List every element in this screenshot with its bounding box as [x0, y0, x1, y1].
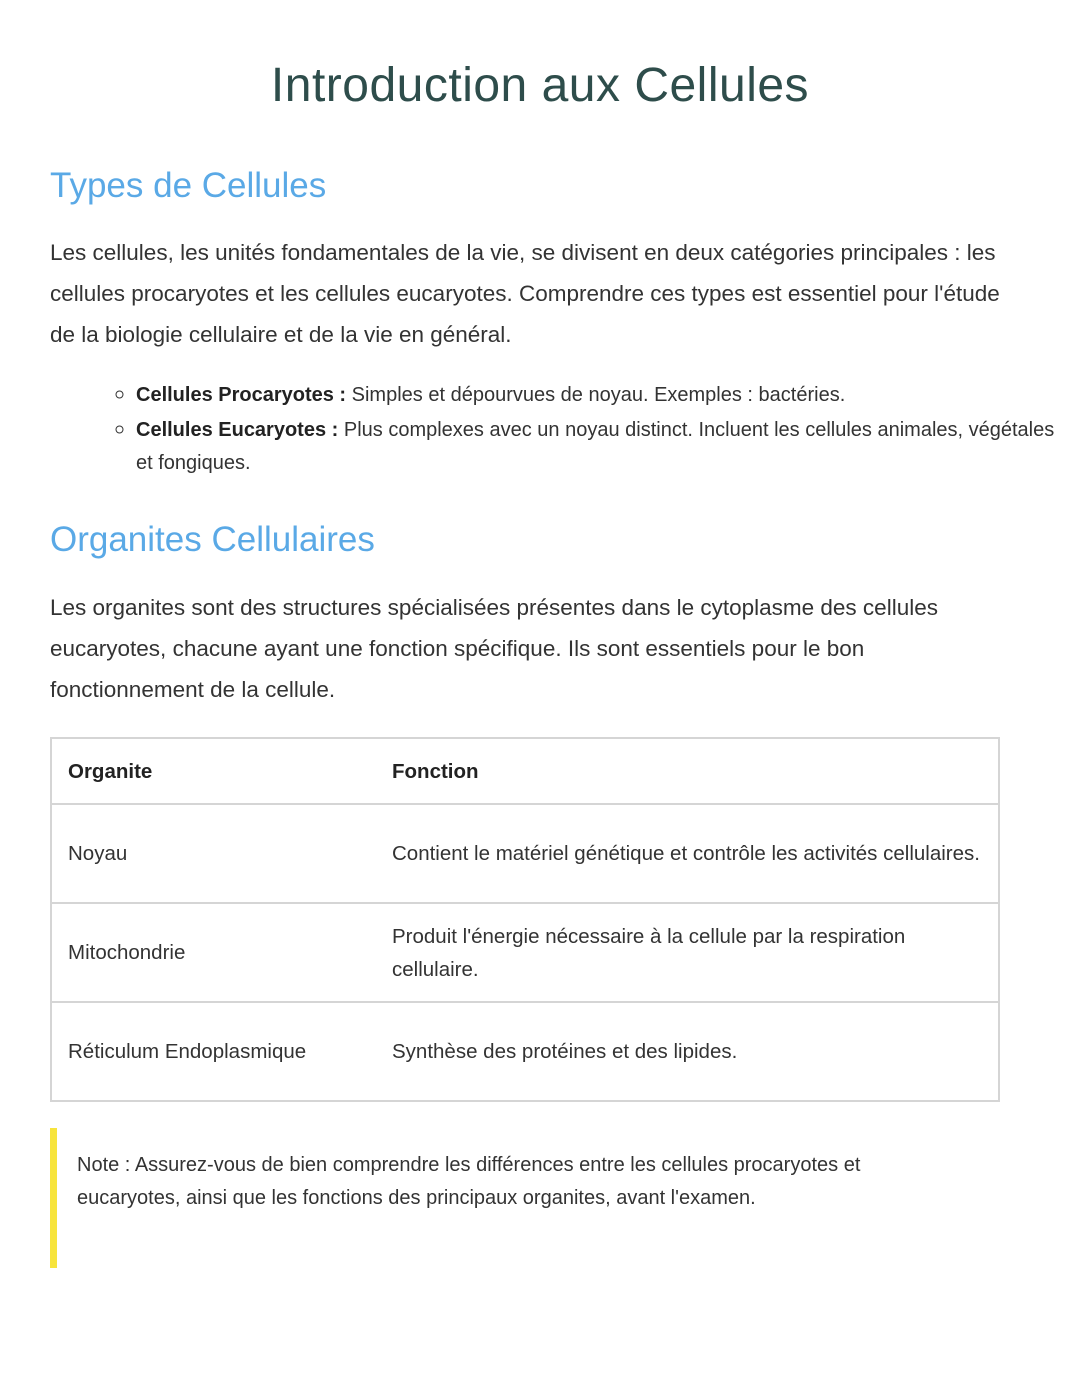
types-paragraph: Les cellules, les unités fondamentales de la vie, se divisent en deux catégories principales : les cellules procaryotes et les cellules eucaryotes. Comprendre ces types est essentiel pour l'étude de la biologie cellulaire et de la vie en général.	[50, 240, 1000, 347]
table-row	[51, 903, 999, 1002]
section-heading-types: Types de Cellules	[50, 166, 327, 205]
table-row	[51, 1002, 999, 1101]
cell-fonction: Synthèse des protéines et des lipides.	[376, 1002, 999, 1101]
table-row	[51, 804, 999, 903]
note-callout: Note : Assurez-vous de bien comprendre les différences entre les cellules procaryotes et eucaryotes, ainsi que les fonctions des principaux organites, avant l'examen.	[50, 1128, 950, 1268]
list-item-text: Plus complexes avec un noyau distinct. Incluent les cellules animales, végétales et fongiques.	[136, 419, 1055, 474]
list-item-text: Simples et dépourvues de noyau. Exemples : bactéries.	[346, 384, 846, 406]
organites-table	[50, 737, 1000, 1102]
list-item-term: Cellules Eucaryotes :	[136, 419, 339, 441]
organites-paragraph: Les organites sont des structures spécialisées présentes dans le cytoplasme des cellules eucaryotes, chacune ayant une fonction spécifique. Ils sont essentiels pour le bon fonctionnement de la cellule.	[50, 595, 938, 702]
cell-types-list	[50, 377, 1076, 480]
list-item	[136, 412, 1076, 480]
column-header-organite: Organite	[51, 738, 376, 804]
cell-fonction: Produit l'énergie nécessaire à la cellule par la respiration cellulaire.	[376, 903, 999, 1002]
section-heading-organites: Organites Cellulaires	[50, 520, 375, 559]
list-item-term: Cellules Procaryotes :	[136, 384, 347, 406]
table-header-row	[51, 738, 999, 804]
cell-fonction: Contient le matériel génétique et contrôle les activités cellulaires.	[376, 804, 999, 903]
cell-organite: Réticulum Endoplasmique	[51, 1002, 376, 1101]
column-header-fonction: Fonction	[376, 738, 999, 804]
list-item	[136, 377, 1076, 412]
page-title: Introduction aux Cellules	[270, 59, 810, 112]
cell-organite: Noyau	[51, 804, 376, 903]
cell-organite: Mitochondrie	[51, 903, 376, 1002]
